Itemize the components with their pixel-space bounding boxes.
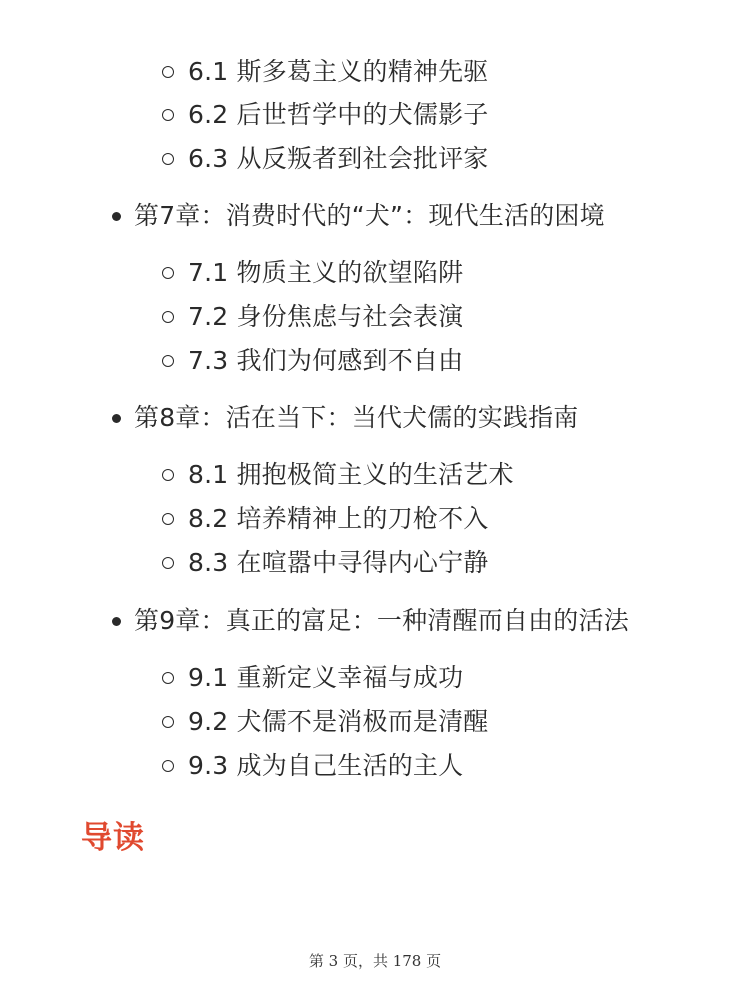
hollow-circle-bullet-icon xyxy=(162,716,174,728)
toc-chapter-title: 第8章：活在当下：当代犬儒的实践指南 xyxy=(134,403,579,432)
toc-section-title: 7.3 我们为何感到不自由 xyxy=(188,346,464,375)
filled-circle-bullet-icon xyxy=(112,617,121,626)
page-indicator: 第 3 页，共 178 页 xyxy=(308,952,442,970)
toc-section-title: 6.2 后世哲学中的犬儒影子 xyxy=(188,100,489,129)
toc-section-title: 9.2 犬儒不是消极而是清醒 xyxy=(188,707,489,736)
hollow-circle-bullet-icon xyxy=(162,311,174,323)
hollow-circle-bullet-icon xyxy=(162,109,174,121)
toc-section-title: 7.2 身份焦虑与社会表演 xyxy=(188,302,464,331)
toc-section-title: 9.1 重新定义幸福与成功 xyxy=(188,663,464,692)
hollow-circle-bullet-icon xyxy=(162,672,174,684)
toc-section-title: 8.2 培养精神上的刀枪不入 xyxy=(188,504,489,533)
toc-section-title: 8.3 在喧嚣中寻得内心宁静 xyxy=(188,548,489,577)
hollow-circle-bullet-icon xyxy=(162,66,174,78)
hollow-circle-bullet-icon xyxy=(162,557,174,569)
hollow-circle-bullet-icon xyxy=(162,355,174,367)
toc-chapter-title: 第9章：真正的富足：一种清醒而自由的活法 xyxy=(134,606,629,635)
toc-section-title: 6.3 从反叛者到社会批评家 xyxy=(188,144,489,173)
hollow-circle-bullet-icon xyxy=(162,513,174,525)
toc-section-title: 9.3 成为自己生活的主人 xyxy=(188,751,464,780)
toc-section-title: 8.1 拥抱极简主义的生活艺术 xyxy=(188,460,514,489)
filled-circle-bullet-icon xyxy=(112,212,121,221)
hollow-circle-bullet-icon xyxy=(162,267,174,279)
filled-circle-bullet-icon xyxy=(112,414,121,423)
toc-section-title: 7.1 物质主义的欲望陷阱 xyxy=(188,258,464,287)
hollow-circle-bullet-icon xyxy=(162,153,174,165)
hollow-circle-bullet-icon xyxy=(162,469,174,481)
hollow-circle-bullet-icon xyxy=(162,760,174,772)
toc-section-title: 6.1 斯多葛主义的精神先驱 xyxy=(188,57,489,86)
section-heading: 导读 xyxy=(81,820,145,856)
toc-chapter-title: 第7章：消费时代的“犬”：现代生活的困境 xyxy=(134,201,605,230)
